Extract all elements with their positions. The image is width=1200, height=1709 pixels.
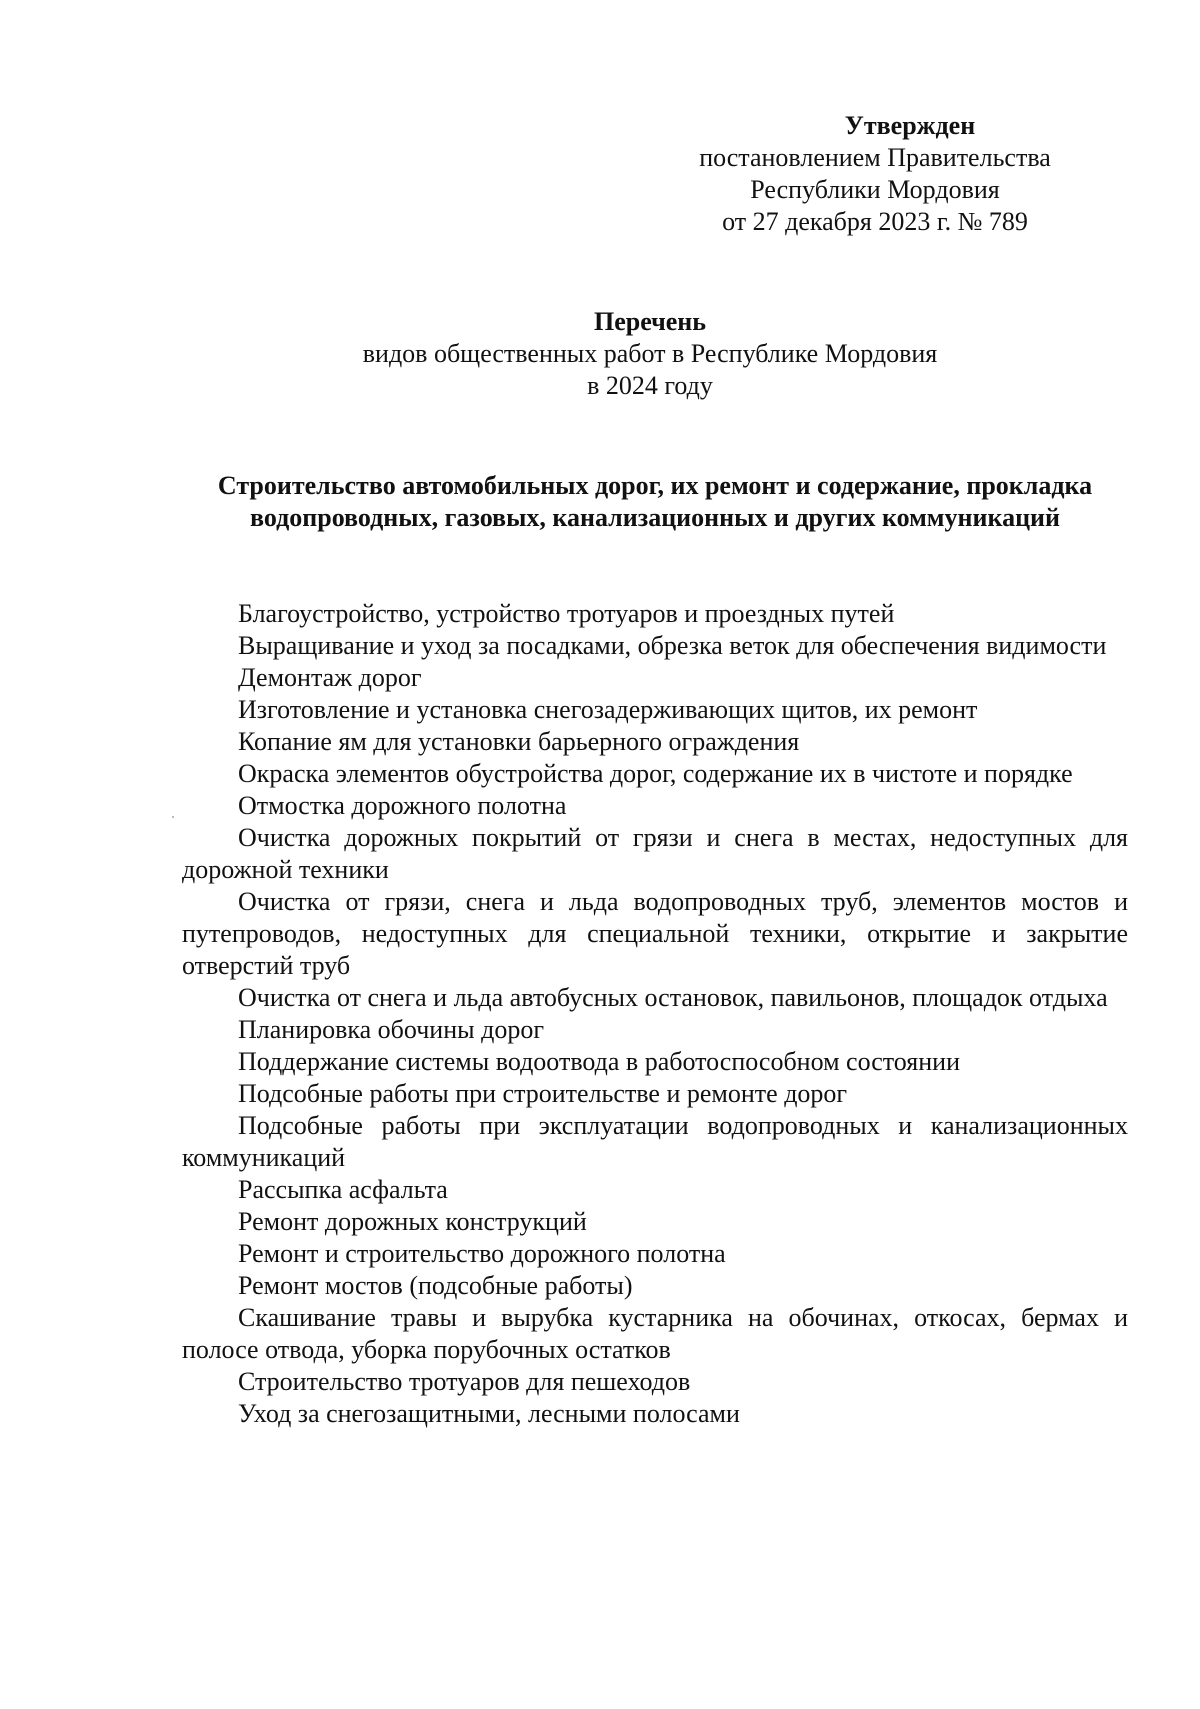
list-item: Поддержание системы водоотвода в работоспособном состоянии bbox=[238, 1047, 960, 1076]
approval-block bbox=[650, 110, 1100, 238]
list-item: Планировка обочины дорог bbox=[238, 1015, 544, 1044]
work-types-list bbox=[182, 598, 1128, 1430]
document-subtitle-line-2: в 2024 году bbox=[587, 371, 713, 400]
list-item: Изготовление и установка снегозадерживающих щитов, их ремонт bbox=[238, 695, 978, 724]
list-item: Скашивание травы и вырубка кустарника на обочинах, откосах, бермах и полосе отвода, уборка порубочных остатков bbox=[182, 1303, 1128, 1364]
approval-title: Утвержден bbox=[844, 111, 976, 140]
scan-mark bbox=[172, 816, 174, 818]
list-item: Демонтаж дорог bbox=[238, 663, 422, 692]
list-item: Благоустройство, устройство тротуаров и проездных путей bbox=[238, 599, 895, 628]
list-item: Подсобные работы при эксплуатации водопроводных и канализационных коммуникаций bbox=[182, 1111, 1128, 1172]
list-item: Ремонт мостов (подсобные работы) bbox=[238, 1271, 633, 1300]
list-item: Очистка дорожных покрытий от грязи и снега в местах, недоступных для дорожной техники bbox=[182, 823, 1128, 884]
list-item: Ремонт дорожных конструкций bbox=[238, 1207, 587, 1236]
approval-line-2: Республики Мордовия bbox=[750, 175, 1000, 204]
document-subtitle-line-1: видов общественных работ в Республике Мордовия bbox=[362, 339, 938, 368]
list-item: Очистка от снега и льда автобусных остановок, павильонов, площадок отдыха bbox=[238, 983, 1108, 1012]
list-item: Уход за снегозащитными, лесными полосами bbox=[238, 1399, 740, 1428]
document-heading bbox=[170, 306, 1130, 402]
section-title: Строительство автомобильных дорог, их ремонт и содержание, прокладка водопроводных, газовых, канализационных и других коммуникаций bbox=[217, 471, 1093, 532]
list-item: Отмостка дорожного полотна bbox=[238, 791, 567, 820]
document-title: Перечень bbox=[593, 307, 707, 336]
list-item: Копание ям для установки барьерного ограждения bbox=[238, 727, 800, 756]
list-item: Рассыпка асфальта bbox=[238, 1175, 448, 1204]
list-item: Ремонт и строительство дорожного полотна bbox=[238, 1239, 726, 1268]
list-item: Подсобные работы при строительстве и ремонте дорог bbox=[238, 1079, 848, 1108]
list-item: Окраска элементов обустройства дорог, содержание их в чистоте и порядке bbox=[238, 759, 1073, 788]
approval-line-3: от 27 декабря 2023 г. № 789 bbox=[722, 207, 1028, 236]
list-item: Строительство тротуаров для пешеходов bbox=[238, 1367, 691, 1396]
list-item: Очистка от грязи, снега и льда водопроводных труб, элементов мостов и путепроводов, недоступных для специальной техники, открытие и закрытие отверстий труб bbox=[182, 887, 1128, 980]
list-item: Выращивание и уход за посадками, обрезка веток для обеспечения видимости bbox=[238, 631, 1107, 660]
approval-line-1: постановлением Правительства bbox=[699, 143, 1051, 172]
